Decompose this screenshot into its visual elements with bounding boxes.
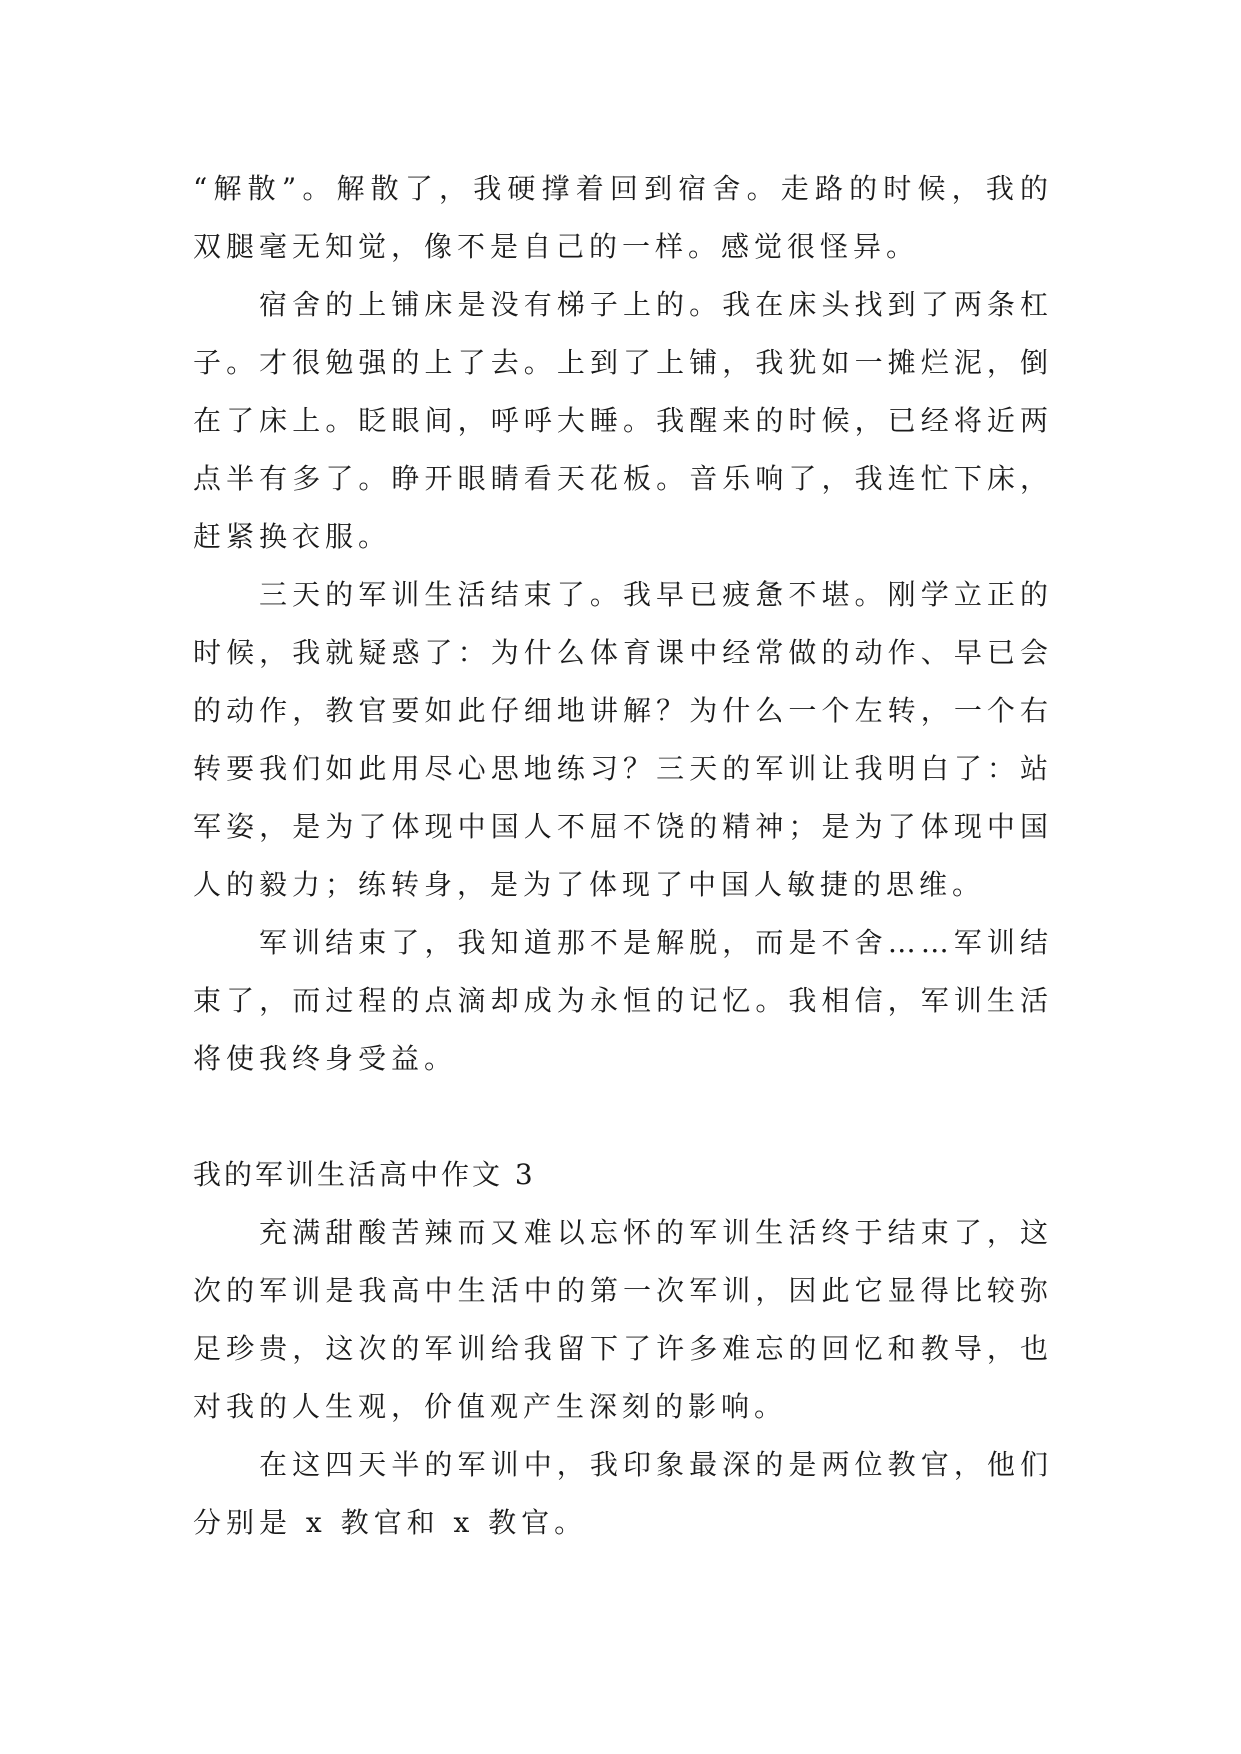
paragraph: 宿舍的上铺床是没有梯子上的。我在床头找到了两条杠子。才很勉强的上了去。上到了上铺，我犹如一摊烂泥，倒在了床上。眨眼间，呼呼大睡。我醒来的时候，已经将近两点半有多了。睁开眼睛看天花板。音乐响了，我连忙下床，赶紧换衣服。 [193, 288, 1053, 553]
paragraph: 三天的军训生活结束了。我早已疲惫不堪。刚学立正的时候，我就疑惑了：为什么体育课中经常做的动作、早已会的动作，教官要如此仔细地讲解？为什么一个左转，一个右转要我们如此用尽心思地练习？三天的军训让我明白了：站军姿，是为了体现中国人不屈不饶的精神；是为了体现中国人的毅力；练转身，是为了体现了中国人敏捷的思维。 [193, 578, 1053, 901]
paragraph: 在这四天半的军训中，我印象最深的是两位教官，他们分别是 x 教官和 x 教官。 [193, 1448, 1053, 1539]
paragraph: 军训结束了，我知道那不是解脱，而是不舍……军训结束了，而过程的点滴却成为永恒的记忆。我相信，军训生活将使我终身受益。 [193, 926, 1053, 1075]
document-body [193, 160, 1053, 1552]
paragraph-continuation: “解散”。解散了，我硬撑着回到宿舍。走路的时候，我的双腿毫无知觉，像不是自己的一样。感觉很怪异。 [193, 172, 1053, 263]
paragraph: 充满甜酸苦辣而又难以忘怀的军训生活终于结束了，这次的军训是我高中生活中的第一次军训，因此它显得比较弥足珍贵，这次的军训给我留下了许多难忘的回忆和教导，也对我的人生观，价值观产生深刻的影响。 [193, 1216, 1053, 1423]
section-title: 我的军训生活高中作文 3 [193, 1158, 536, 1191]
